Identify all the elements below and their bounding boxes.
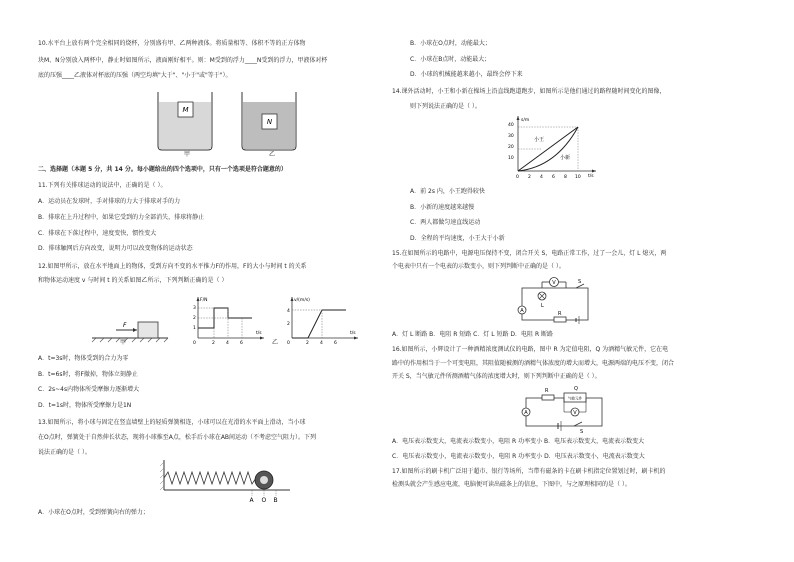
q14-xtick-8: 8: [564, 175, 567, 180]
graph1-ylabel: F/N: [200, 298, 208, 303]
q16-switch: [574, 422, 582, 426]
graph1-ytick-2: 2: [193, 316, 196, 321]
q16-ammeter-label: A: [524, 410, 528, 416]
beaker-jia: [158, 92, 212, 150]
graph1-xlabel: t/s: [256, 331, 262, 336]
q11-stem: 11.下列有关排球运动的说法中，正确的是（ ）。: [38, 182, 167, 189]
label-m: M: [182, 106, 189, 114]
q13-option-d: D．小球的机械能越来越小，最终会停下来: [410, 71, 523, 78]
q15-stem2: 个电表中只有一个电表的示数变小，则下列判断中正确的是（ ）。: [392, 263, 565, 270]
q15-lamp-label: L: [541, 303, 544, 309]
q11-option-c: C．排球在下落过程中，速度变快，惯性变大: [38, 230, 157, 237]
q16-switch-label: S: [580, 429, 584, 434]
q14-xlabel: t/s: [588, 174, 594, 179]
q16-sensor-label: 气敏元件: [567, 396, 583, 401]
q12-velocity-time-graph: [282, 294, 362, 346]
pushed-block: [138, 322, 158, 338]
q10-beakers-figure: [156, 88, 306, 158]
q14-ytick-40: 40: [508, 123, 514, 128]
q13-stem3: 说法正确的是（ ）。: [38, 449, 91, 456]
graph2-xlabel: t/s: [350, 331, 356, 336]
right-column: [392, 0, 770, 562]
q16-options-ab: A．电压表示数变大，电流表示数变小，电阻 R 功率变小 B．电压表示数变大，电流表示数变大: [392, 438, 645, 445]
graph2-ylabel: v/(m/s): [294, 298, 310, 303]
q14-distance-time-graph: [504, 113, 600, 181]
q13-option-a: A．小球在O点时，受到弹簧向右的弹力；: [38, 509, 149, 516]
q11-option-a: A．运动员在发球时，手对排球的力大于排球对手的力: [38, 198, 181, 205]
q13-option-c: C．小球在B点时，动能最大；: [410, 56, 491, 63]
q12-option-a: A．t=3s时，物体受到的合力为零: [38, 355, 129, 362]
q12-option-c: C．2s~4s内物体所受摩擦力逐渐增大: [38, 386, 140, 393]
q12-stem1: 12.如图甲所示，放在水平地面上的物体，受到方向不变的水平推力F的作用，F的大小与时间 t 的关系: [38, 263, 307, 270]
q16-voltmeter-label: V: [573, 410, 577, 416]
graph1-xtick-6: 6: [240, 341, 243, 346]
point-b: B: [273, 497, 278, 504]
section2-title: 二、选择题（本题 5 分，共 14 分。每小题给出的四个选项中，只有一个选项是符合题意的）: [38, 166, 287, 173]
q16-stem1: 16.如图所示，小辉设计了一种酒精浓度测试仪的电路，图中 R 为定值电阻，Q 为酒精气敏元件，它在电: [392, 346, 669, 353]
graph1-xtick-4: 4: [226, 341, 229, 346]
q10-line3: 底的压强____乙液体对杯底的压强（两空均填"大于"、"小于"或"等于"）。: [38, 72, 232, 79]
q14-xtick-2: 2: [528, 175, 531, 180]
q12-block-figure: [90, 308, 172, 346]
graph2-velocity-line: [292, 310, 346, 338]
q13-stem2: 在O点时，弹簧处于自然伸长状态，现将小球推至A点，松手后小球在AB间运动（不考虑空气阻力）。下列: [38, 434, 317, 441]
q14-series-b: 小新: [560, 155, 571, 161]
graph2-xtick-2: 2: [306, 341, 309, 346]
q14-option-a: A．前 2s 内，小王跑得较快: [410, 188, 485, 195]
beaker-yi: [242, 92, 296, 150]
q10-caption-yi: 乙: [269, 151, 276, 158]
q16-stem2: 路中的作用相当于一个可变电阻，其阻值随被测的酒精气体浓度的增大而增大，电源两端的电压不变，闭合: [392, 360, 675, 367]
q14-xtick-10: 10: [575, 175, 581, 180]
force-label: F: [123, 322, 127, 329]
q16-resistor: [542, 395, 554, 400]
q15-resistor: [554, 317, 566, 322]
q14-ytick-30: 30: [508, 134, 514, 139]
q15-stem1: 15.在如图所示的电路中，电源电压保持不变，闭合开关 S，电路正常工作，过了一会儿，灯 L 熄灭，两: [392, 250, 667, 257]
label-n: N: [266, 118, 273, 126]
graph2-xtick-6: 6: [334, 341, 337, 346]
q15-options: A．灯 L 断路 B．电阻 R 短路 C．灯 L 短路 D．电阻 R 断路: [392, 331, 554, 338]
q14-option-c: C．两人都做匀速直线运动: [410, 219, 481, 226]
graph2-ytick-2: 2: [287, 322, 290, 327]
q12-caption-jia: 甲: [120, 339, 127, 346]
q14-stem1: 14.课外活动时，小王和小新在操场上沿直线跑道跑步，如图所示是他们通过的路程随时间变化的图像，: [392, 88, 666, 95]
q15-voltmeter-label: V: [552, 280, 556, 286]
graph1-ytick-1: 1: [193, 326, 196, 331]
q11-option-d: D．排球触网后方向改变，说明力可以改变物体的运动状态: [38, 245, 193, 252]
q12-option-d: D．t=1s时，物体所受摩擦力是1N: [38, 402, 132, 409]
q10-line2: 块M、N分别放入两杯中，静止时如图所示，液面刚好相平。则：M受到的浮力____N受到的浮力，甲液体对杯: [38, 57, 328, 64]
q14-series-a: 小王: [534, 137, 545, 143]
left-column: [28, 0, 388, 562]
q10-caption-jia: 甲: [184, 151, 191, 158]
ball-highlight: [260, 476, 268, 484]
point-a: A: [249, 497, 254, 504]
q14-xtick-0: 0: [516, 175, 519, 180]
q12-stem2: 和物体运动速度 v 与时间 t 的关系如图乙所示，下列判断正确的是（ ）: [38, 277, 228, 284]
graph2-xtick-4: 4: [320, 341, 323, 346]
q10-line1: 10.水平台上放有两个完全相同的烧杯，分别盛有甲、乙两种液体。将质量相等、体积不等的正方体物: [38, 40, 306, 47]
q16-options-cd: C．电压表示数变小，电流表示数变小，电阻 R 功率变小 D．电压表示数变小，电流表示数变大: [392, 453, 645, 460]
q14-ytick-10: 10: [508, 156, 514, 161]
q15-resistor-label: R: [558, 311, 562, 317]
q15-circuit-loop: [522, 288, 588, 320]
q17-stem2: 检测头就会产生感应电流，电脑便可读出磁条上的信息，下图中，与之原理相同的是（ ）。: [392, 481, 631, 488]
q17-stem1: 17.如图所示的刷卡机广泛用于超市、银行等场所，当带有磁条的卡在刷卡机指定位置划过时，刷卡机的: [392, 468, 666, 475]
q14-ytick-20: 20: [508, 145, 514, 150]
graph1-ytick-3: 3: [193, 306, 196, 311]
point-o: O: [261, 497, 267, 504]
q16-stem3: 开关 S，当气敏元件所测酒精气体的浓度增大时，则下列判断中正确的是（ ）。: [392, 373, 601, 380]
graph1-xtick-0: 0: [193, 341, 196, 346]
q14-option-b: B．小新的速度越来越慢: [410, 204, 475, 211]
q14-option-d: D．全程的平均速度，小王大于小新: [410, 235, 505, 242]
q16-q-label: Q: [574, 386, 578, 392]
q14-ylabel: s/m: [521, 118, 530, 123]
graph2-xtick-0: 0: [287, 341, 290, 346]
q12-option-b: B．t=6s时，将F撤掉，物体立刻静止: [38, 371, 138, 378]
spring: [164, 472, 256, 484]
q12-force-time-graph: [188, 294, 268, 346]
q14-xtick-6: 6: [552, 175, 555, 180]
graph2-ytick-4: 4: [287, 309, 290, 314]
q16-resistor-label: R: [545, 388, 549, 394]
q11-option-b: B．排球在上升过程中，如果它受到的力全部消失，排球将静止: [38, 214, 205, 221]
q13-spring-figure: [156, 456, 296, 504]
graph1-xtick-2: 2: [212, 341, 215, 346]
q12-caption-yi: 乙: [272, 339, 279, 346]
q15-switch-label: S: [578, 279, 582, 285]
q14-stem2: 则下列说法正确的是（ ）。: [410, 103, 481, 110]
q13-stem1: 13.如图所示，将小球与固定在竖直墙壁上的轻质弹簧相连，小球可以在光滑的水平面上滑动，当小球: [38, 419, 306, 426]
q14-xtick-4: 4: [540, 175, 543, 180]
q15-ammeter-label: A: [520, 308, 524, 314]
q16-circuit-figure: [518, 382, 608, 434]
q13-option-b: B．小球在O点时，动能最大；: [410, 40, 491, 47]
q15-circuit-figure: [514, 274, 596, 326]
